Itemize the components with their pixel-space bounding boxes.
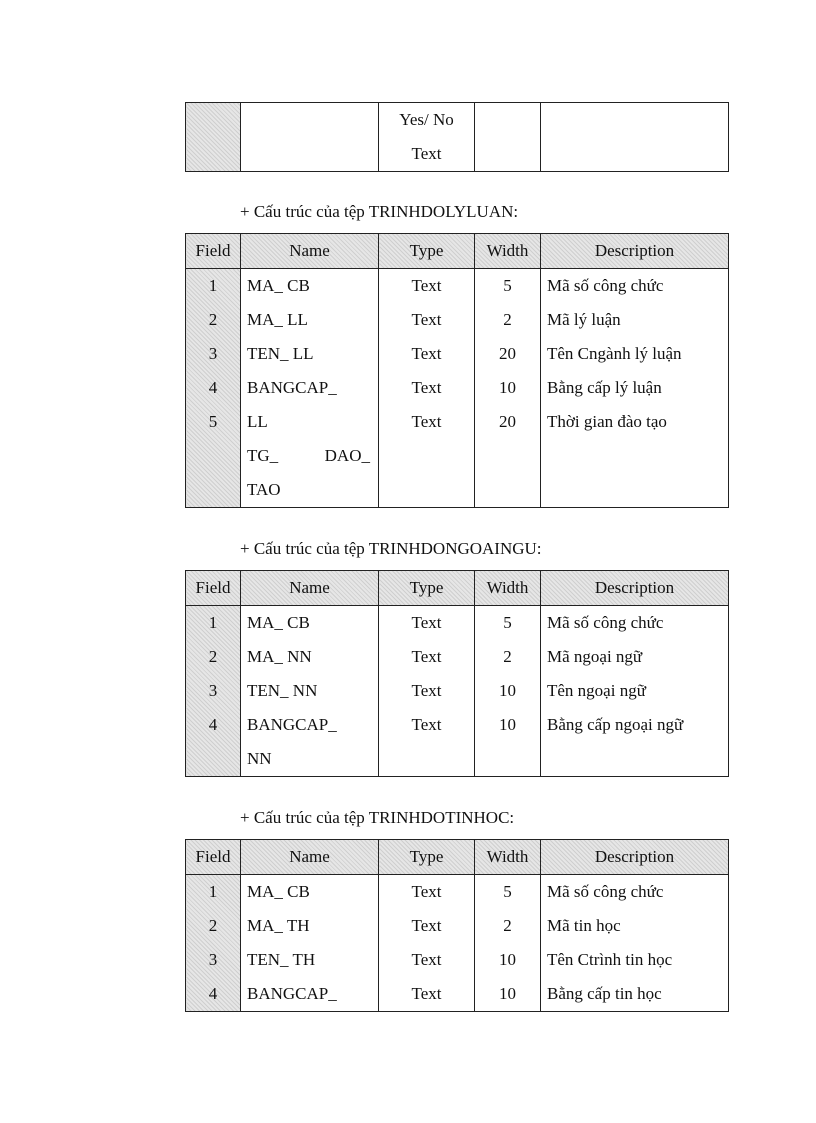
- header-width: Width: [475, 840, 541, 875]
- field-value: 3: [208, 950, 218, 969]
- name-value: MA_ CB: [247, 613, 310, 632]
- name-value: TAO: [247, 480, 281, 499]
- structure-table-trinhdongoaingu: [185, 570, 729, 777]
- width-value: 2: [503, 647, 512, 666]
- name-column: [241, 875, 379, 1012]
- field-value: 3: [208, 344, 218, 363]
- type-value: Text: [411, 310, 442, 329]
- header-width: Width: [475, 571, 541, 606]
- width-value: 2: [503, 310, 512, 329]
- header-type: Type: [379, 234, 475, 269]
- header-type: Type: [379, 571, 475, 606]
- name-value: NN: [247, 749, 272, 768]
- description-value: Bằng cấp ngoại ngữ: [547, 715, 684, 734]
- header-name: Name: [241, 840, 379, 875]
- description-value: Thời gian đào tạo: [547, 412, 667, 431]
- type-cell: [379, 103, 475, 172]
- type-value: Text: [411, 916, 442, 935]
- width-value: 5: [503, 276, 512, 295]
- width-value: 20: [499, 412, 516, 431]
- type-value: Text: [411, 882, 442, 901]
- width-value: 10: [499, 681, 516, 700]
- type-column: [379, 606, 475, 777]
- field-column: [186, 269, 241, 508]
- description-value: Tên ngoại ngữ: [547, 681, 646, 700]
- name-column: [241, 606, 379, 777]
- header-type: Type: [379, 840, 475, 875]
- name-value: MA_ LL: [247, 310, 308, 329]
- name-value-part: TG_: [247, 446, 279, 465]
- width-cell: [475, 103, 541, 172]
- width-value: 20: [499, 344, 516, 363]
- width-column: [475, 875, 541, 1012]
- header-field: Field: [186, 840, 241, 875]
- field-value: 1: [208, 882, 218, 901]
- name-value: BANGCAP_: [247, 378, 337, 397]
- description-column: [541, 606, 729, 777]
- type-value: Text: [411, 984, 442, 1003]
- name-value: TEN_ TH: [247, 950, 316, 969]
- continued-table: [185, 102, 729, 172]
- field-column: [186, 875, 241, 1012]
- table-caption: + Cấu trúc của tệp TRINHDOTINHOC:: [240, 808, 515, 827]
- description-cell: [541, 103, 729, 172]
- field-column: [186, 606, 241, 777]
- description-column: [541, 269, 729, 508]
- header-field: Field: [186, 571, 241, 606]
- table-caption: + Cấu trúc của tệp TRINHDOLYLUAN:: [240, 202, 519, 221]
- name-value-justified: [241, 439, 378, 473]
- description-column: [541, 875, 729, 1012]
- width-value: 10: [499, 984, 516, 1003]
- name-value: BANGCAP_: [247, 715, 337, 734]
- type-value: Text: [411, 950, 442, 969]
- type-column: [379, 269, 475, 508]
- field-value: 4: [208, 378, 218, 397]
- name-value: LL: [247, 412, 268, 431]
- field-value: 1: [208, 276, 218, 295]
- name-value: MA_ CB: [247, 882, 310, 901]
- type-value: Text: [411, 276, 442, 295]
- width-value: 5: [503, 882, 512, 901]
- field-value: 5: [208, 412, 218, 431]
- name-value: TEN_ NN: [247, 681, 318, 700]
- header-field: Field: [186, 234, 241, 269]
- description-value: Mã số công chức: [547, 613, 664, 632]
- field-value: 2: [208, 647, 218, 666]
- description-value: Mã số công chức: [547, 882, 664, 901]
- header-description: Description: [541, 840, 729, 875]
- name-column: [241, 269, 379, 508]
- width-value: 10: [499, 378, 516, 397]
- header-description: Description: [541, 571, 729, 606]
- description-value: Bằng cấp tin học: [547, 984, 662, 1003]
- type-value: Text: [411, 613, 442, 632]
- type-column: [379, 875, 475, 1012]
- table-caption: + Cấu trúc của tệp TRINHDONGOAINGU:: [240, 539, 542, 558]
- name-cell: [241, 103, 379, 172]
- description-value: Mã tin học: [547, 916, 621, 935]
- width-value: 5: [503, 613, 512, 632]
- field-value: 4: [208, 984, 218, 1003]
- width-column: [475, 269, 541, 508]
- field-value: 4: [208, 715, 218, 734]
- width-value: 10: [499, 715, 516, 734]
- description-value: Bằng cấp lý luận: [547, 378, 662, 397]
- type-value: Text: [411, 647, 442, 666]
- header-name: Name: [241, 571, 379, 606]
- name-value: TEN_ LL: [247, 344, 314, 363]
- field-value: 2: [208, 310, 218, 329]
- type-value: Text: [411, 344, 442, 363]
- name-value: MA_ NN: [247, 647, 312, 666]
- type-value: Text: [411, 412, 442, 431]
- width-value: 2: [503, 916, 512, 935]
- name-value: BANGCAP_: [247, 984, 337, 1003]
- header-name: Name: [241, 234, 379, 269]
- field-value: 1: [208, 613, 218, 632]
- field-cell: [186, 103, 241, 172]
- field-value: 2: [208, 916, 218, 935]
- width-value: 10: [499, 950, 516, 969]
- description-value: Mã số công chức: [547, 276, 664, 295]
- name-value-part: DAO_: [324, 446, 370, 465]
- width-column: [475, 606, 541, 777]
- type-line: Text: [411, 144, 442, 163]
- structure-table-trinhdotinhoc: [185, 839, 729, 1012]
- type-value: Text: [411, 715, 442, 734]
- description-value: Mã ngoại ngữ: [547, 647, 643, 666]
- description-value: Tên Cngành lý luận: [547, 344, 682, 363]
- description-value: Tên Ctrình tin học: [547, 950, 673, 969]
- type-value: Text: [411, 681, 442, 700]
- structure-table-trinhdolyluan: [185, 233, 729, 508]
- header-description: Description: [541, 234, 729, 269]
- type-value: Text: [411, 378, 442, 397]
- description-value: Mã lý luận: [547, 310, 621, 329]
- field-value: 3: [208, 681, 218, 700]
- name-value: MA_ CB: [247, 276, 310, 295]
- header-width: Width: [475, 234, 541, 269]
- name-value: MA_ TH: [247, 916, 310, 935]
- type-line: Yes/ No: [399, 110, 454, 129]
